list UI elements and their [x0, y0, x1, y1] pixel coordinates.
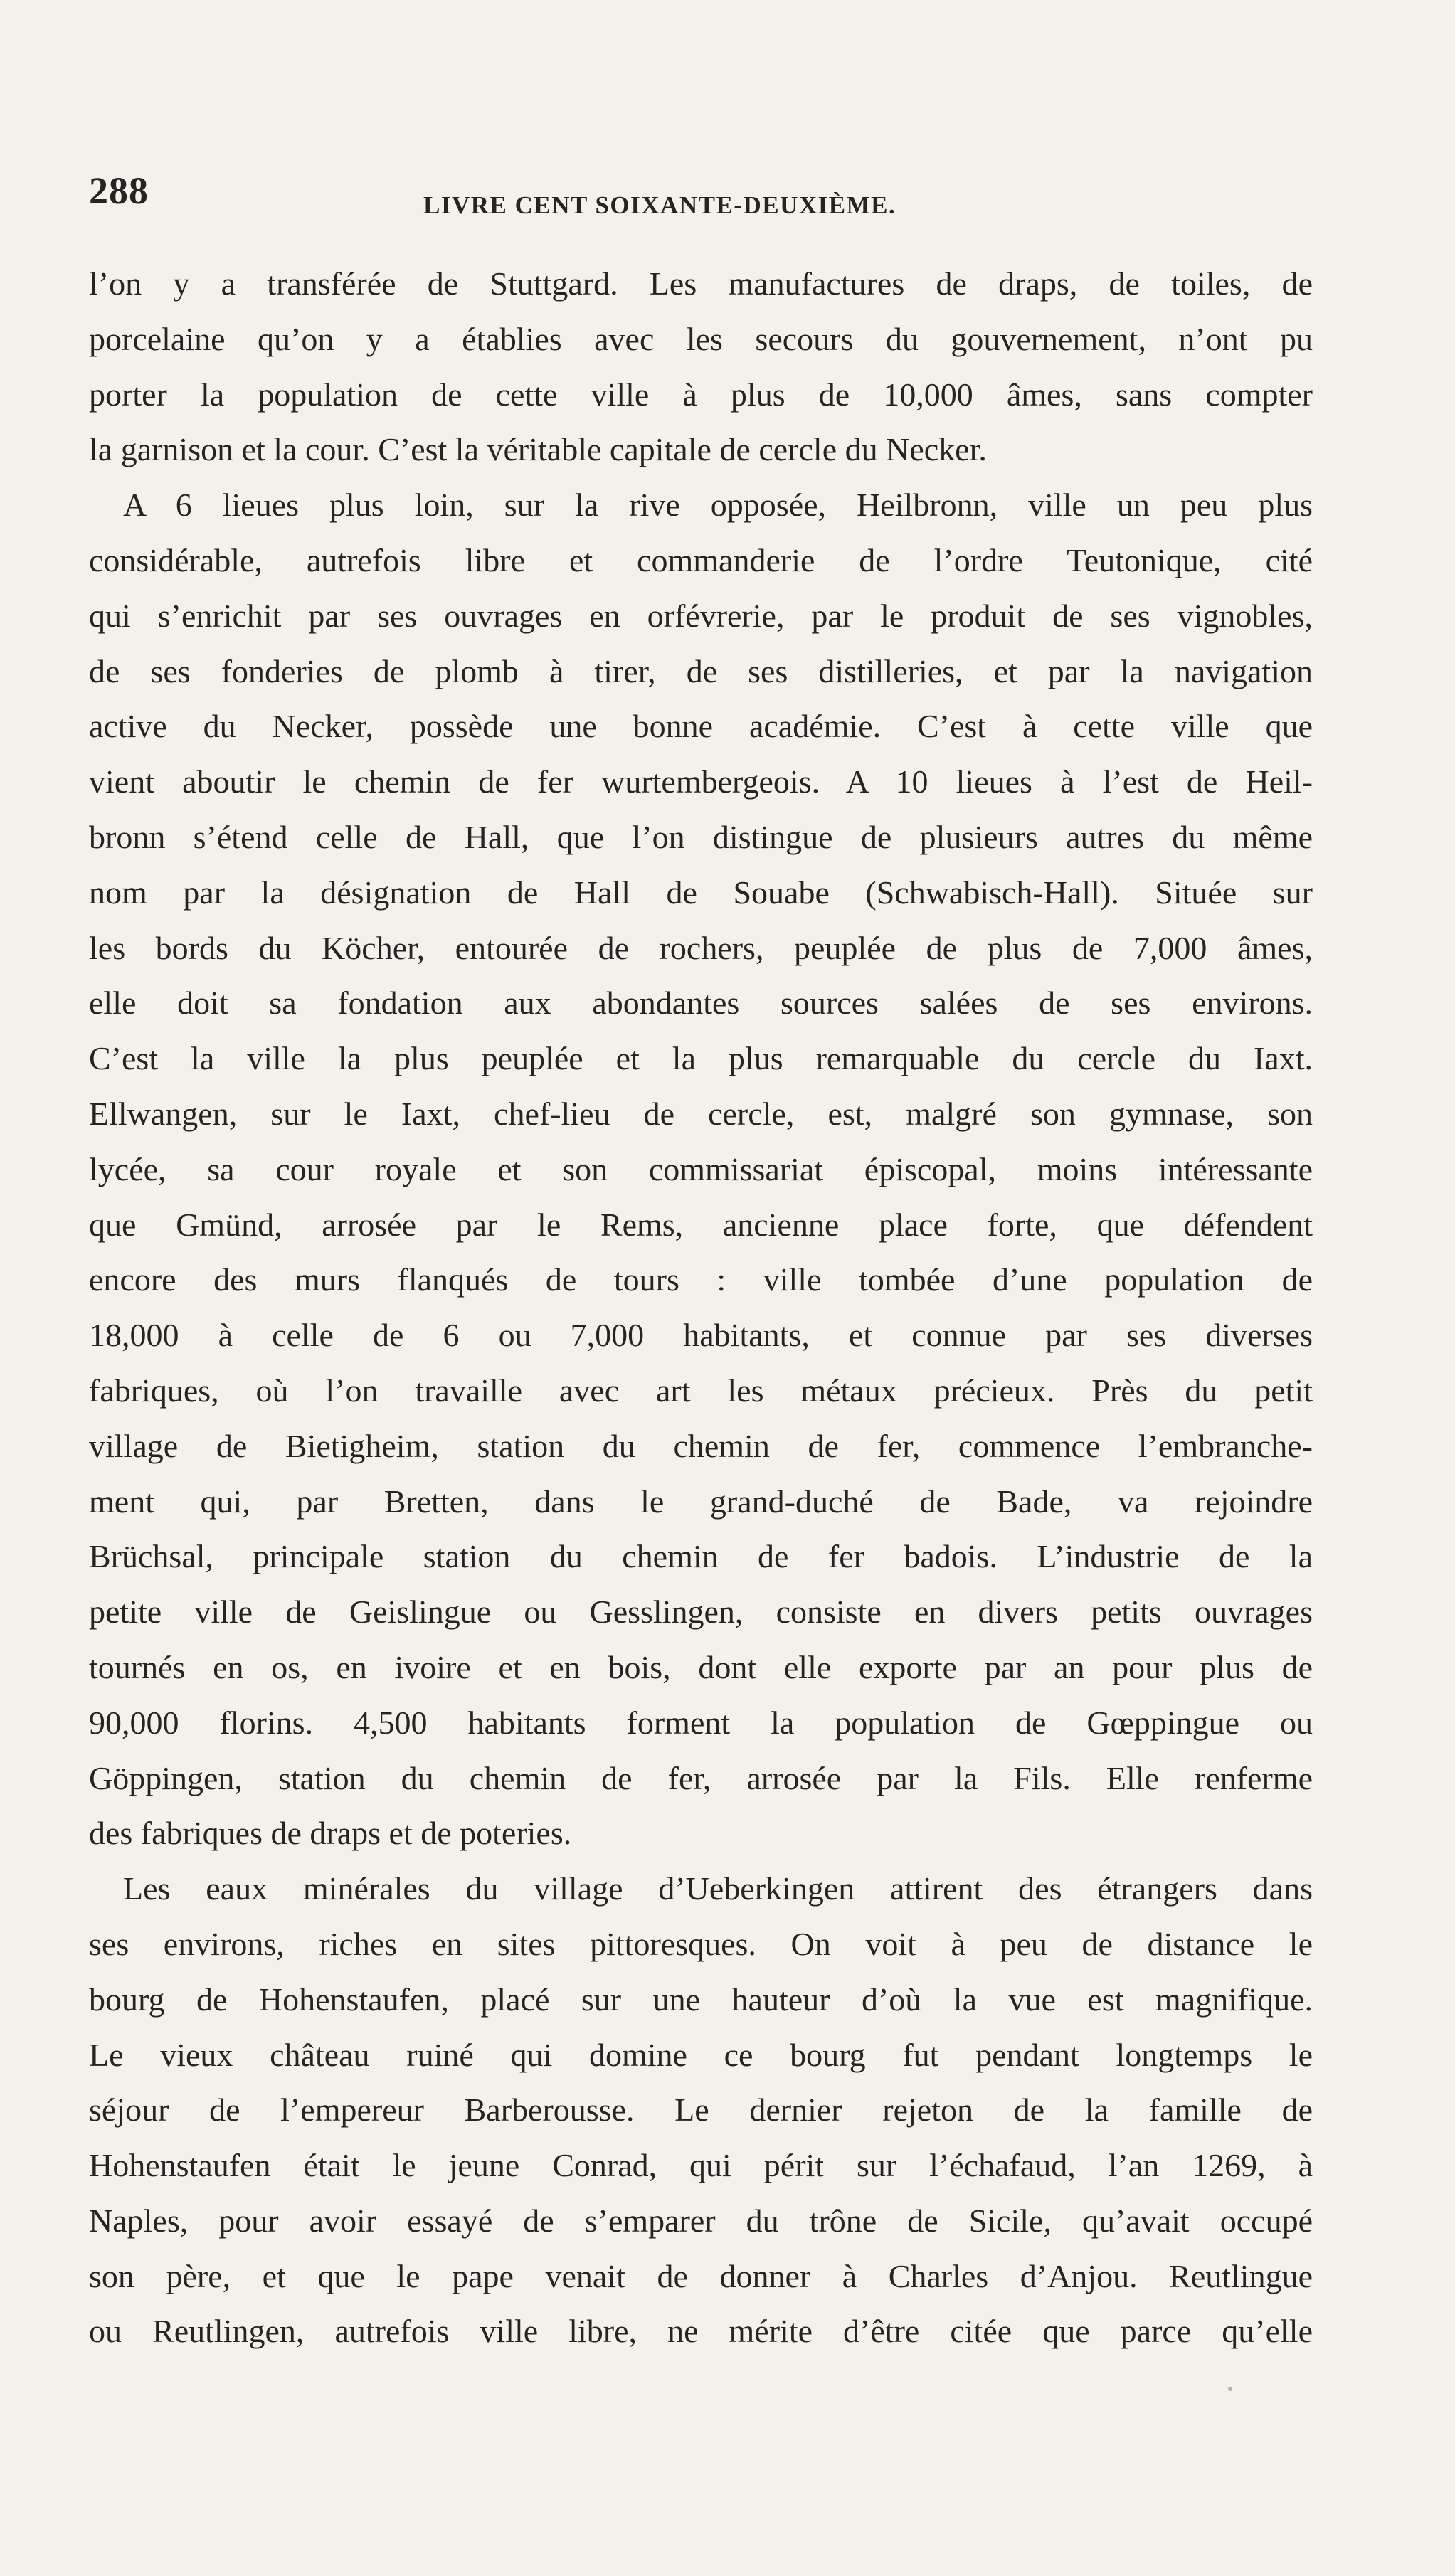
text-line: les bords du Köcher, entourée de rochers, peuplée de plus de 7,000 âmes,: [89, 929, 1313, 966]
text-line: porcelaine qu’on y a établies avec les secours du gouvernement, n’ont pu: [89, 320, 1313, 357]
paper-speck: [1228, 2387, 1232, 2391]
text-line: lycée, sa cour royale et son commissariat épiscopal, moins intéressante: [89, 1150, 1313, 1187]
text-line: que Gmünd, arrosée par le Rems, ancienne place forte, que défendent: [89, 1206, 1313, 1243]
text-line: village de Bietigheim, station du chemin de fer, commence l’embranche-: [89, 1427, 1313, 1464]
text-line: ou Reutlingen, autrefois ville libre, ne mérite d’être citée que parce qu’elle: [89, 2313, 1313, 2350]
text-line: la garnison et la cour. C’est la véritable capitale de cercle du Necker.: [89, 431, 987, 468]
text-line: Hohenstaufen était le jeune Conrad, qui périt sur l’échafaud, l’an 1269, à: [89, 2147, 1313, 2184]
text-line: tournés en os, en ivoire et en bois, dont elle exporte par an pour plus de: [89, 1648, 1313, 1685]
text-line: Les eaux minérales du village d’Ueberkingen attirent des étrangers dans: [123, 1870, 1313, 1907]
text-line: 18,000 à celle de 6 ou 7,000 habitants, et connue par ses diverses: [89, 1317, 1313, 1354]
text-line: petite ville de Geislingue ou Gesslingen, consiste en divers petits ouvrages: [89, 1594, 1313, 1631]
text-line: active du Necker, possède une bonne académie. C’est à cette ville que: [89, 708, 1313, 745]
text-line: nom par la désignation de Hall de Souabe (Schwabisch-Hall). Située sur: [89, 874, 1313, 911]
text-line: 90,000 florins. 4,500 habitants forment la population de Gœppingue ou: [89, 1704, 1313, 1741]
text-line: considérable, autrefois libre et commanderie de l’ordre Teutonique, cité: [89, 541, 1313, 578]
text-line: Göppingen, station du chemin de fer, arrosée par la Fils. Elle renferme: [89, 1759, 1313, 1796]
text-line: des fabriques de draps et de poteries.: [89, 1815, 572, 1852]
text-line: bronn s’étend celle de Hall, que l’on distingue de plusieurs autres du même: [89, 818, 1313, 855]
running-title: LIVRE CENT SOIXANTE-DEUXIÈME.: [423, 191, 896, 219]
text-line: A 6 lieues plus loin, sur la rive opposée, Heilbronn, ville un peu plus: [123, 487, 1313, 524]
text-line: fabriques, où l’on travaille avec art les métaux précieux. Près du petit: [89, 1372, 1313, 1409]
text-line: de ses fonderies de plomb à tirer, de ses distilleries, et par la navigation: [89, 652, 1313, 689]
text-line: vient aboutir le chemin de fer wurtembergeois. A 10 lieues à l’est de Heil-: [89, 763, 1313, 800]
text-line: elle doit sa fondation aux abondantes sources salées de ses environs.: [89, 985, 1313, 1022]
text-line: ment qui, par Bretten, dans le grand-duché de Bade, va rejoindre: [89, 1483, 1313, 1520]
text-line: séjour de l’empereur Barberousse. Le dernier rejeton de la famille de: [89, 2092, 1313, 2129]
body-text: [89, 256, 1313, 2359]
page-number: 288: [89, 169, 149, 212]
text-line: son père, et que le pape venait de donner à Charles d’Anjou. Reutlingue: [89, 2257, 1313, 2294]
text-line: Naples, pour avoir essayé de s’emparer du trône de Sicile, qu’avait occupé: [89, 2202, 1313, 2239]
text-line: ses environs, riches en sites pittoresques. On voit à peu de distance le: [89, 1925, 1313, 1962]
page-header: [89, 169, 1313, 226]
text-line: Le vieux château ruiné qui domine ce bourg fut pendant longtemps le: [89, 2036, 1313, 2073]
text-line: Brüchsal, principale station du chemin de fer badois. L’industrie de la: [89, 1538, 1313, 1575]
text-line: Ellwangen, sur le Iaxt, chef-lieu de cercle, est, malgré son gymnase, son: [89, 1095, 1313, 1132]
text-line: C’est la ville la plus peuplée et la plus remarquable du cercle du Iaxt.: [89, 1040, 1313, 1077]
text-line: qui s’enrichit par ses ouvrages en orfévrerie, par le produit de ses vignobles,: [89, 597, 1313, 634]
text-line: porter la population de cette ville à plus de 10,000 âmes, sans compter: [89, 376, 1313, 413]
text-line: l’on y a transférée de Stuttgard. Les manufactures de draps, de toiles, de: [89, 265, 1313, 302]
text-line: bourg de Hohenstaufen, placé sur une hauteur d’où la vue est magnifique.: [89, 1981, 1313, 2018]
text-line: encore des murs flanqués de tours : ville tombée d’une population de: [89, 1261, 1313, 1298]
